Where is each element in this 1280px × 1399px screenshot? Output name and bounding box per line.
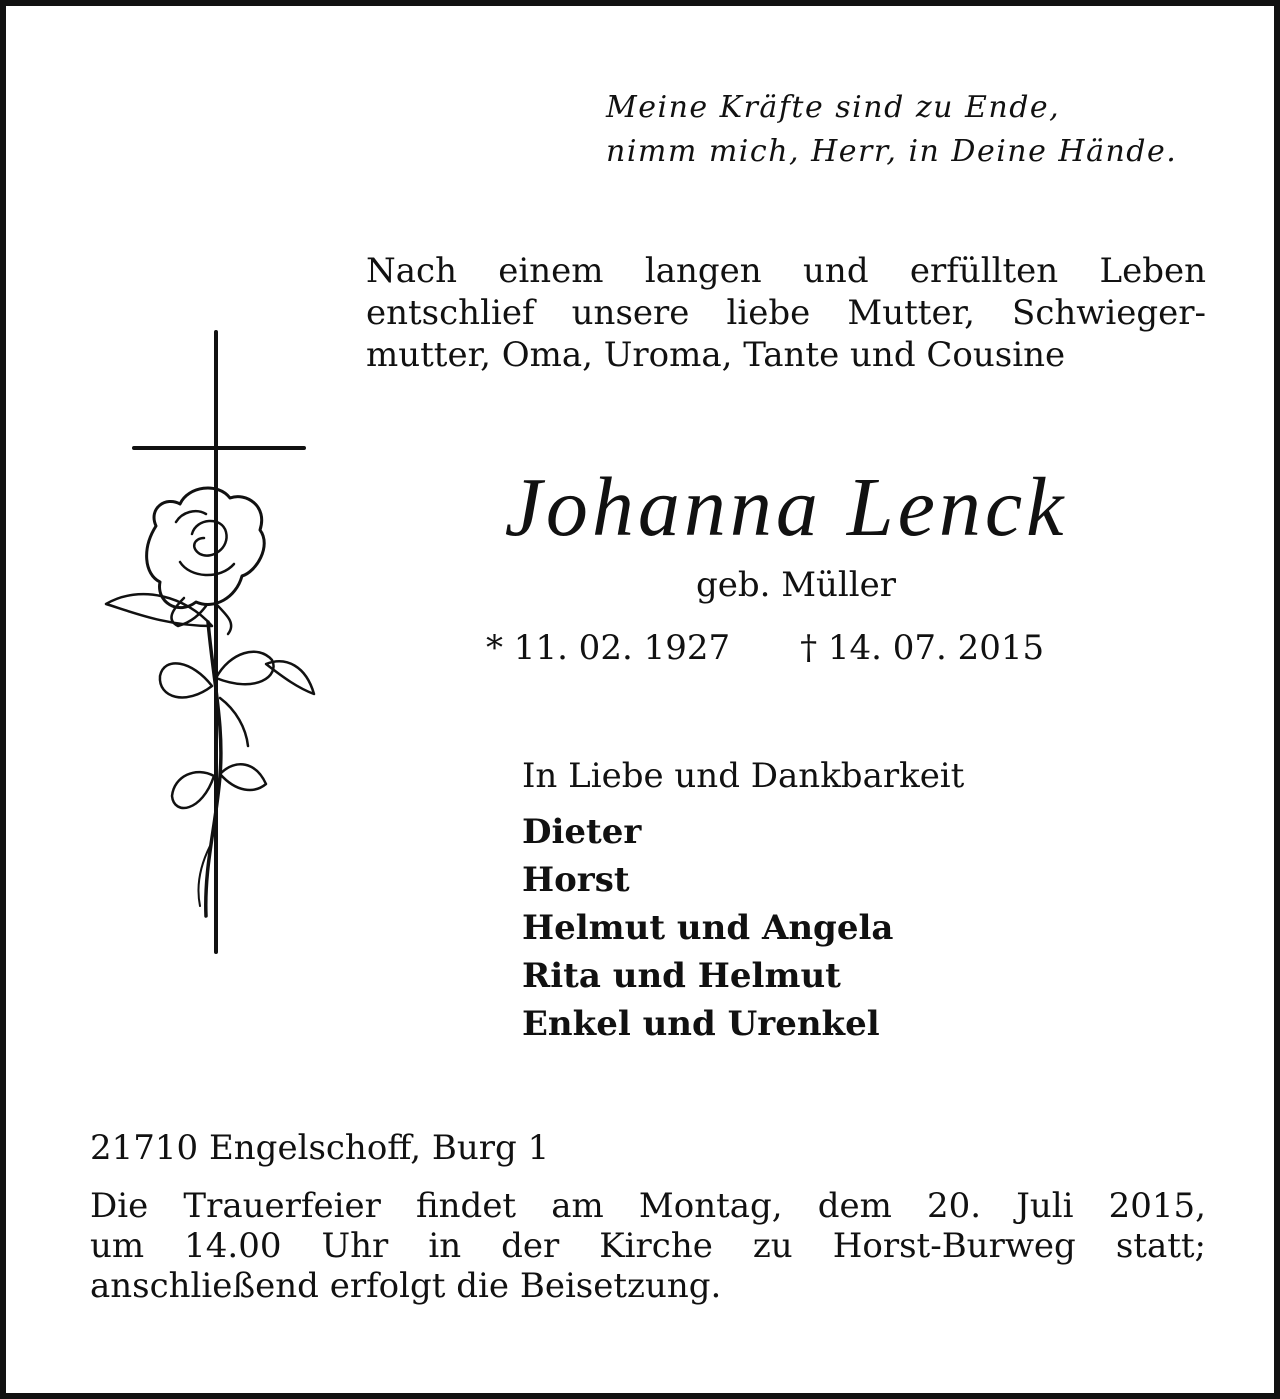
mourner-name: Enkel und Urenkel — [522, 1004, 880, 1044]
mourner-name: Dieter — [522, 812, 642, 852]
verse-line-2: nimm mich, Herr, in Deine Hände. — [606, 134, 1178, 169]
verse — [606, 86, 1226, 174]
mourners-list — [522, 808, 893, 1048]
death-date: † 14. 07. 2015 — [800, 628, 1045, 668]
service-line-1: Die Trauerfeier findet am Montag, dem 20. Juli 2015, — [90, 1186, 1206, 1226]
deceased-name: Johanna Lenck — [504, 461, 1068, 554]
mourner-name: Helmut und Angela — [522, 908, 894, 948]
service-line-2: um 14.00 Uhr in der Kirche zu Horst-Burweg statt; — [90, 1226, 1206, 1266]
intro-text — [366, 250, 1206, 376]
birth-date: * 11. 02. 1927 — [486, 628, 731, 668]
cross-with-rose-icon — [96, 326, 326, 956]
verse-line-1: Meine Kräfte sind zu Ende, — [606, 90, 1061, 125]
intro-line-1: Nach einem langen und erfüllten Leben — [366, 251, 1206, 291]
intro-line-2: entschlief unsere liebe Mutter, Schwieger- — [366, 293, 1206, 333]
life-dates — [486, 626, 1044, 670]
mourners-heading: In Liebe und Dankbarkeit — [522, 756, 965, 796]
service-line-3: anschließend erfolgt die Beisetzung. — [90, 1266, 722, 1306]
intro-line-3: mutter, Oma, Uroma, Tante und Cousine — [366, 335, 1066, 375]
maiden-name: geb. Müller — [695, 565, 897, 605]
address: 21710 Engelschoff, Burg 1 — [90, 1128, 550, 1168]
mourner-name: Rita und Helmut — [522, 956, 841, 996]
service-info — [90, 1186, 1206, 1306]
mourner-name: Horst — [522, 860, 630, 900]
